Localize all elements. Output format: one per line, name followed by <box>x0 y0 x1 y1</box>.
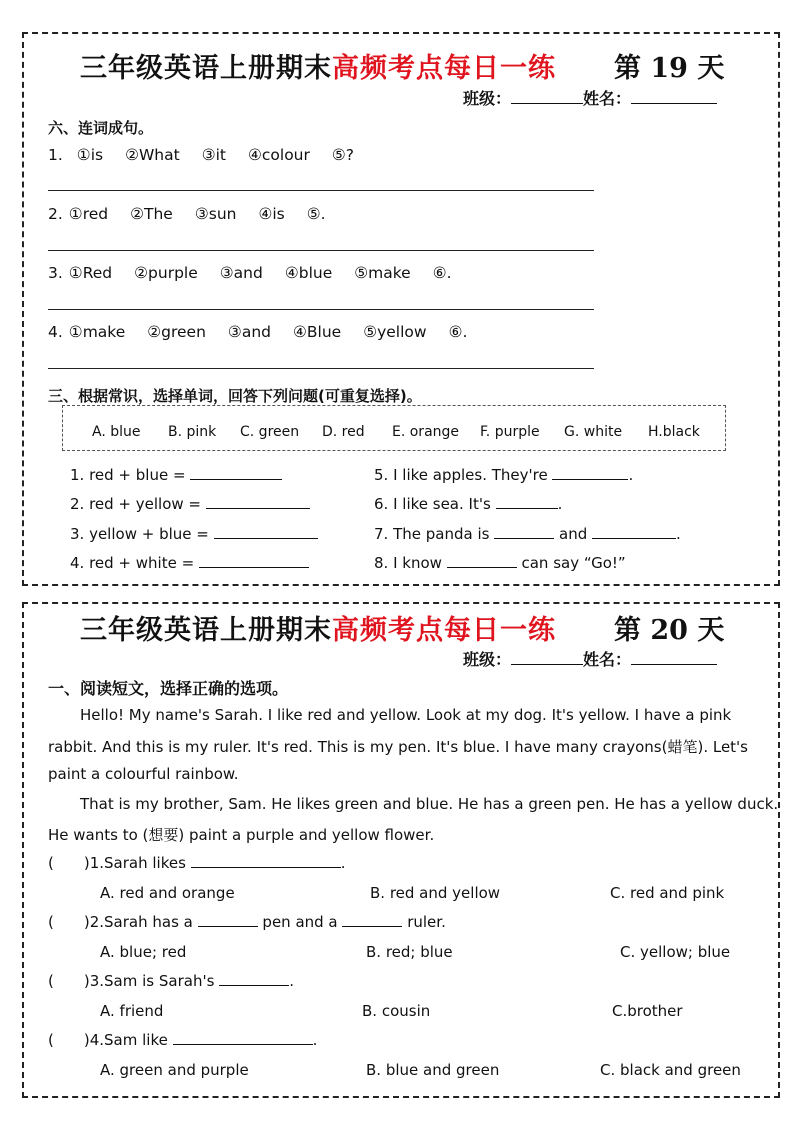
day19-title-black: 三年级英语上册期末 <box>80 53 332 84</box>
sentence-item-5: 5. I like apples. They're . <box>374 466 634 484</box>
word-bank-b: B. pink <box>168 424 217 440</box>
q4-option-b[interactable]: B. blue and green <box>366 1061 500 1079</box>
q2-option-b[interactable]: B. red; blue <box>366 943 453 961</box>
blank[interactable] <box>219 973 289 986</box>
blank[interactable] <box>592 526 676 539</box>
day20-title-black: 三年级英语上册期末 <box>80 615 332 646</box>
question-1: ( )1.Sarah likes . <box>48 854 346 872</box>
passage-line-5: He wants to (想要) paint a purple and yellow flower. <box>48 826 435 844</box>
name-label: 姓名： <box>583 89 632 108</box>
sentence-3: 3. ①Red ②purple ③and ④blue ⑤make ⑥. <box>48 264 452 282</box>
q1-option-b[interactable]: B. red and yellow <box>370 884 501 902</box>
answer-bracket[interactable] <box>54 856 84 868</box>
day20-day-label: 第 20 天 <box>614 615 725 646</box>
day19-day-label: 第 19 天 <box>614 53 725 84</box>
word-bank-a: A. blue <box>92 424 141 440</box>
q2-option-c[interactable]: C. yellow; blue <box>620 943 731 961</box>
sentence-1: 1. ①is ②What ③it ④colour ⑤? <box>48 146 354 164</box>
section-six-heading: 六、连词成句。 <box>48 119 154 137</box>
question-3: ( )3.Sam is Sarah's . <box>48 972 294 990</box>
color-item-2: 2. red + yellow = <box>70 495 310 513</box>
answer-bracket[interactable] <box>54 1033 84 1045</box>
class-field[interactable] <box>511 89 583 104</box>
word-bank-f: F. purple <box>480 424 540 440</box>
color-item-4: 4. red + white = <box>70 554 309 572</box>
blank[interactable] <box>206 496 310 509</box>
blank[interactable] <box>342 914 402 927</box>
day20-title <box>80 608 556 647</box>
blank[interactable] <box>494 526 554 539</box>
q3-option-b[interactable]: B. cousin <box>362 1002 431 1020</box>
day20-class-name-row <box>463 647 717 670</box>
blank[interactable] <box>552 467 628 480</box>
section-one-heading: 一、阅读短文，选择正确的选项。 <box>48 679 289 698</box>
blank[interactable] <box>199 555 309 568</box>
answer-bracket[interactable] <box>54 974 84 986</box>
answer-bracket[interactable] <box>54 915 84 927</box>
name-field[interactable] <box>631 650 717 665</box>
name-field[interactable] <box>631 89 717 104</box>
answer-line-2[interactable] <box>48 250 594 251</box>
blank[interactable] <box>191 855 341 868</box>
day19-title <box>80 46 556 85</box>
sentence-2: 2. ①red ②The ③sun ④is ⑤. <box>48 205 326 223</box>
class-label: 班级： <box>463 89 512 108</box>
q4-option-a[interactable]: A. green and purple <box>100 1061 249 1079</box>
word-bank-g: G. white <box>564 424 623 440</box>
day19-title-red: 高频考点每日一练 <box>332 53 556 84</box>
blank[interactable] <box>496 496 558 509</box>
passage-line-3: paint a colourful rainbow. <box>48 765 239 783</box>
q2-option-a[interactable]: A. blue; red <box>100 943 187 961</box>
word-bank-d: D. red <box>322 424 365 440</box>
color-item-3: 3. yellow + blue = <box>70 525 318 543</box>
q3-option-a[interactable]: A. friend <box>100 1002 164 1020</box>
blank[interactable] <box>190 467 282 480</box>
passage-line-4: That is my brother, Sam. He likes green and blue. He has a green pen. He has a yellow duck. <box>80 795 779 813</box>
q1-option-a[interactable]: A. red and orange <box>100 884 235 902</box>
question-2: ( )2.Sarah has a pen and a ruler. <box>48 913 446 931</box>
section-three-heading: 三、根据常识，选择单词，回答下列问题(可重复选择)。 <box>48 387 422 405</box>
sentence-item-8: 8. I know can say “Go!” <box>374 554 626 572</box>
blank[interactable] <box>214 526 318 539</box>
blank[interactable] <box>447 555 517 568</box>
q4-option-c[interactable]: C. black and green <box>600 1061 741 1079</box>
q1-option-c[interactable]: C. red and pink <box>610 884 725 902</box>
passage-line-1: Hello! My name's Sarah. I like red and yellow. Look at my dog. It's yellow. I have a pink <box>80 706 732 724</box>
answer-line-4[interactable] <box>48 368 594 369</box>
word-bank-e: E. orange <box>392 424 460 440</box>
sentence-item-7: 7. The panda is and . <box>374 525 681 543</box>
day20-title-red: 高频考点每日一练 <box>332 615 556 646</box>
word-bank-h: H.black <box>648 424 700 440</box>
color-item-1: 1. red + blue = <box>70 466 282 484</box>
passage-line-2: rabbit. And this is my ruler. It's red. This is my pen. It's blue. I have many crayons(蜡笔). Let's <box>48 738 748 756</box>
question-4: ( )4.Sam like . <box>48 1031 318 1049</box>
sentence-4: 4. ①make ②green ③and ④Blue ⑤yellow ⑥. <box>48 323 468 341</box>
day19-class-name-row <box>463 86 717 109</box>
blank[interactable] <box>173 1032 313 1045</box>
class-field[interactable] <box>511 650 583 665</box>
answer-line-1[interactable] <box>48 190 594 191</box>
word-bank-c: C. green <box>240 424 300 440</box>
q3-option-c[interactable]: C.brother <box>612 1002 683 1020</box>
answer-line-3[interactable] <box>48 309 594 310</box>
class-label: 班级： <box>463 650 512 669</box>
sentence-item-6: 6. I like sea. It's . <box>374 495 563 513</box>
blank[interactable] <box>198 914 258 927</box>
name-label: 姓名： <box>583 650 632 669</box>
